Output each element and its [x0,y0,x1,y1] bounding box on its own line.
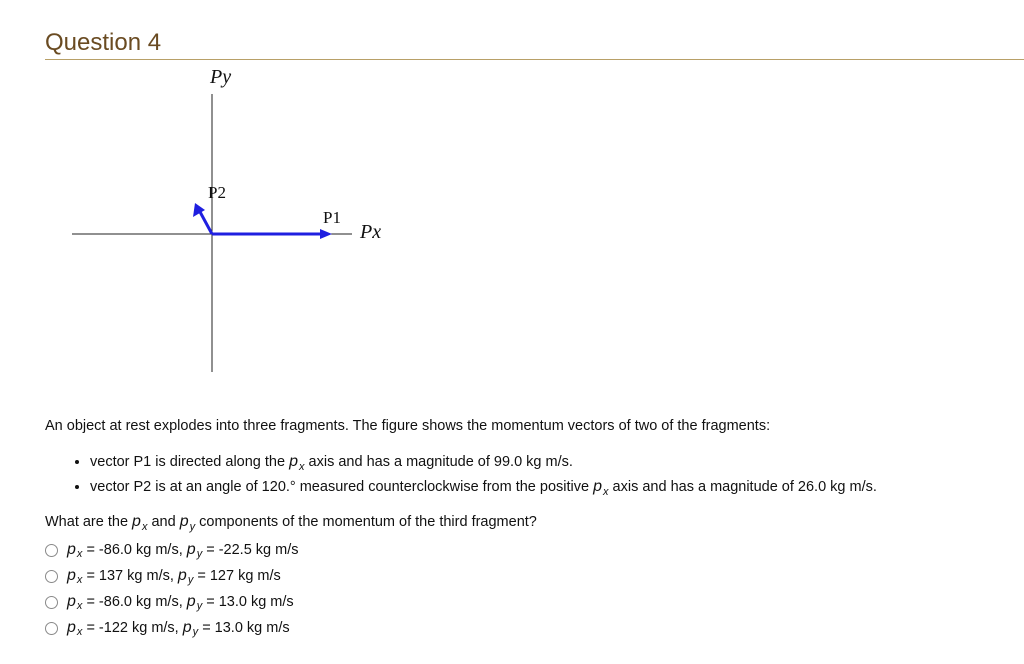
momentum-figure [0,60,420,390]
given-p1: • vector P1 is directed along the $p_x$ axis and has a magnitude of 99.0 kg m/s. [90,450,877,475]
problem-intro: An object at rest explodes into three fragments. The figure shows the momentum vectors of two of the fragments: [45,418,771,434]
x-axis-label: Px [360,221,382,243]
answer-option[interactable]: p x = -122 kg m/s, p y = 13.0 kg m/s [45,615,299,641]
given-p2: • vector P2 is at an angle of 120.° measured counterclockwise from the positive $p_x$ axis and has a magnitude of 26.0 kg m/s. [90,475,877,500]
answer-option[interactable]: p x = -86.0 kg m/s, p y = -22.5 kg m/s [45,537,299,563]
radio-button[interactable] [45,596,58,609]
question-prompt: What are the $p_x$ and $p_y$ components of the momentum of the third fragment? [45,513,537,533]
answer-option[interactable]: p x = 137 kg m/s, p y = 127 kg m/s [45,563,299,589]
p2-vector [199,210,212,234]
p2-label: P2 [208,183,226,202]
p1-label: P1 [323,208,341,227]
answer-options [45,537,299,641]
radio-button[interactable] [45,570,58,583]
radio-button[interactable] [45,622,58,635]
y-axis-label: Py [210,66,232,88]
answer-option[interactable]: p x = -86.0 kg m/s, p y = 13.0 kg m/s [45,589,299,615]
given-list [60,450,877,500]
p1-arrowhead [320,229,332,239]
question-title: Question 4 [45,29,162,56]
radio-button[interactable] [45,544,58,557]
